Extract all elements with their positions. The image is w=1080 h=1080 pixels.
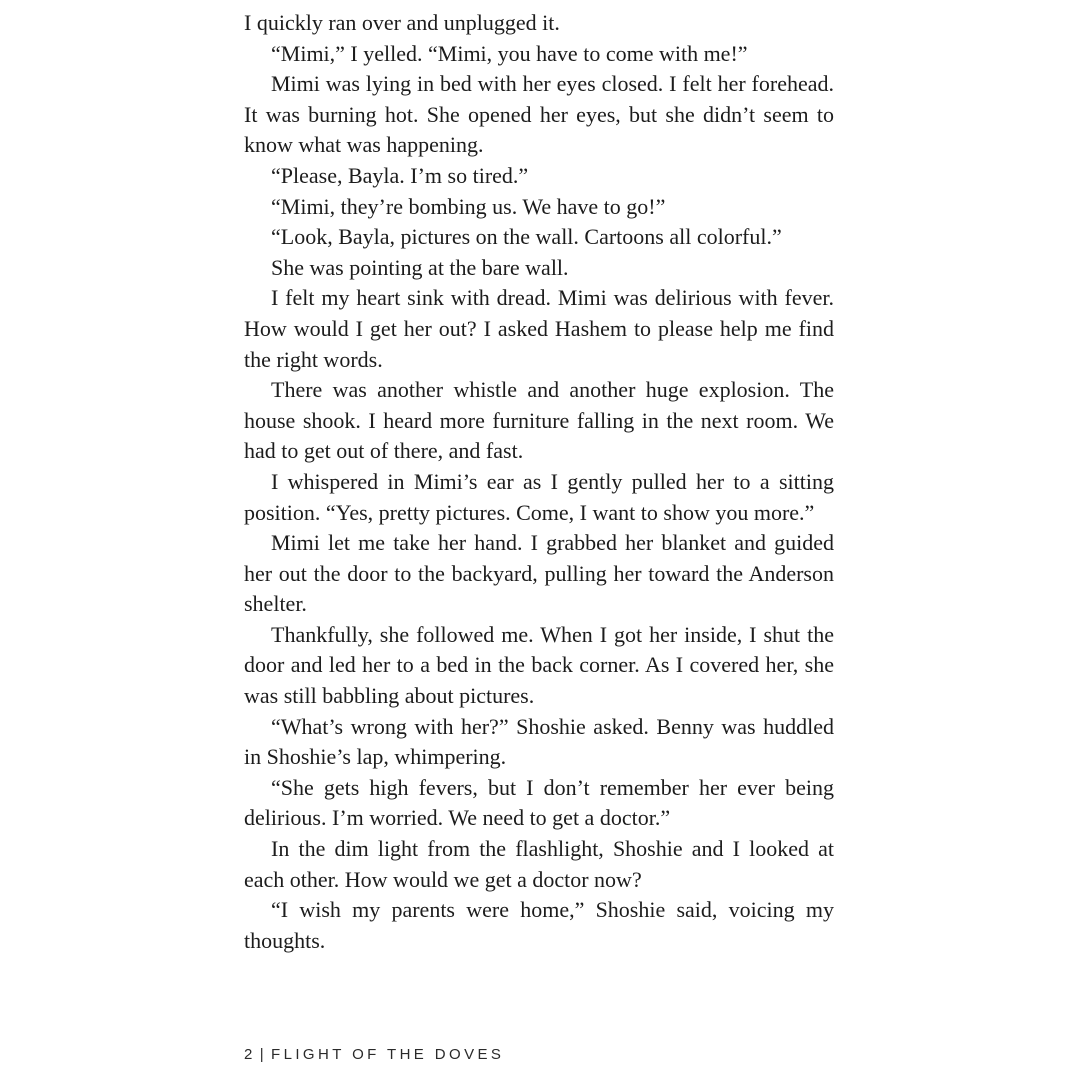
paragraph: “Mimi,” I yelled. “Mimi, you have to come with me!” — [271, 40, 748, 66]
paragraph: In the dim light from the flashlight, Shoshie and I looked at each other. How would we get a doctor now? — [244, 836, 834, 892]
paragraph: “I wish my parents were home,” Shoshie said, voicing my thoughts. — [244, 897, 834, 953]
paragraph: “Look, Bayla, pictures on the wall. Cartoons all colorful.” — [271, 224, 782, 250]
paragraph: Thankfully, she followed me. When I got her inside, I shut the door and led her to a bed in the back corner. As I covered her, she was still babbling about pictures. — [244, 621, 834, 709]
paragraph: “Please, Bayla. I’m so tired.” — [271, 162, 529, 188]
paragraph: I felt my heart sink with dread. Mimi was delirious with fever. How would I get her out? I asked Hashem to please help me find the right words. — [244, 285, 834, 372]
paragraph: “She gets high fevers, but I don’t remember her ever being delirious. I’m worried. We need to get a doctor.” — [244, 774, 834, 831]
paragraph: She was pointing at the bare wall. — [271, 254, 569, 280]
page-number: 2 — [244, 1046, 256, 1063]
paragraph: I whispered in Mimi’s ear as I gently pulled her to a sitting position. “Yes, pretty pictures. Come, I want to show you more.” — [244, 468, 834, 525]
footer-separator: | — [259, 1046, 268, 1063]
paragraph: There was another whistle and another huge explosion. The house shook. I heard more furniture falling in the next room. We had to get out of there, and fast. — [244, 377, 834, 464]
book-title: FLIGHT OF THE DOVES — [271, 1046, 505, 1063]
paragraph: “What’s wrong with her?” Shoshie asked. Benny was huddled in Shoshie’s lap, whimpering. — [244, 713, 834, 770]
paragraph: I quickly ran over and unplugged it. — [244, 10, 560, 35]
paragraph: “Mimi, they’re bombing us. We have to go!” — [271, 193, 666, 219]
running-footer — [244, 1046, 504, 1063]
paragraph: Mimi let me take her hand. I grabbed her blanket and guided her out the door to the backyard, pulling her toward the Anderson shelter. — [244, 530, 834, 617]
paragraph: Mimi was lying in bed with her eyes closed. I felt her forehead. It was burning hot. She opened her eyes, but she didn’t seem to know what was happening. — [244, 71, 834, 158]
body-text — [244, 8, 834, 956]
